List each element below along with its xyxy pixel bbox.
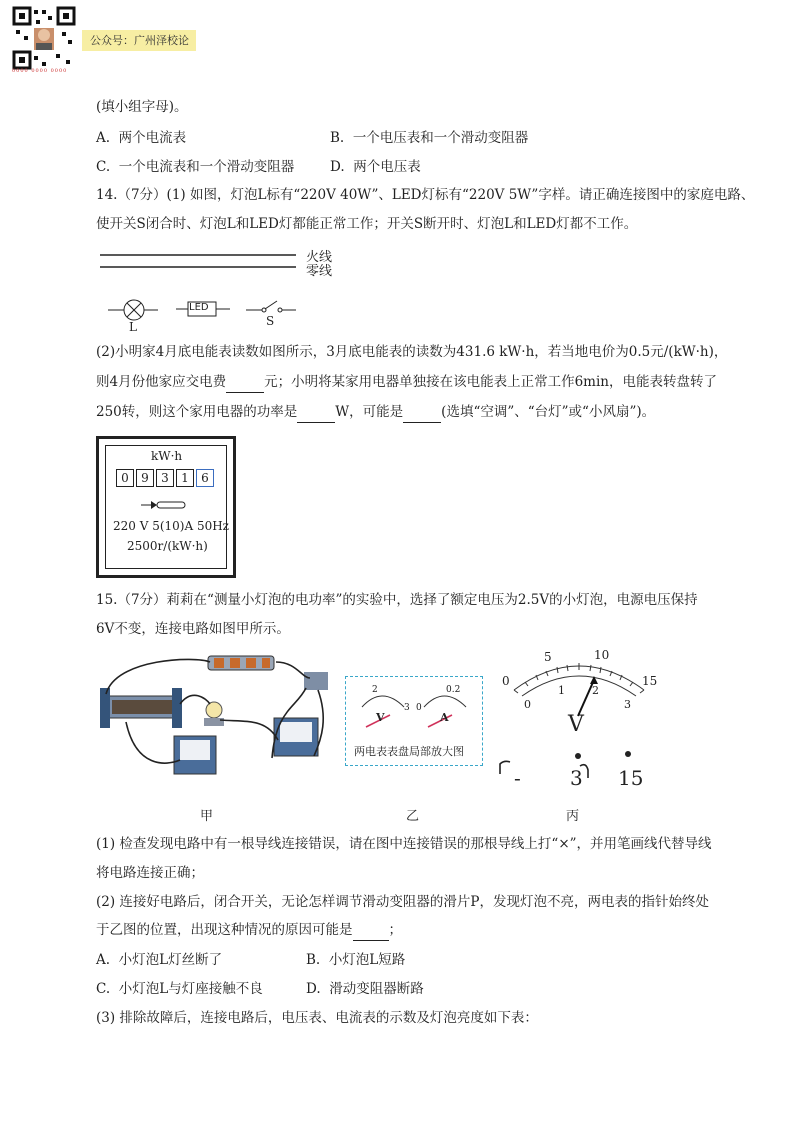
q15-line1: 15.（7分）莉莉在“测量小灯泡的电功率”的实验中，选择了额定电压为2.5V的小灯泡，电源电压保持 [96,592,698,608]
qr-caption: 0000 0000 0000 [12,68,68,74]
q14-p2-line3: 250转，则这个家用电器的功率是 W，可能是 (选填“空调”、“台灯”或“小风扇”)。 [96,402,655,423]
account-badge: 公众号：广州泽校论 [82,30,196,51]
meter-digit: 1 [176,469,194,487]
fig-yi-label: 乙 [406,809,420,824]
bing-bottom-1: 1 [558,684,565,697]
wire-fire-label: 火线 [306,250,333,265]
q15-sub2-line2: 于乙图的位置，出现这种情况的原因可能是 ； [96,920,402,941]
meter-dials-yi [345,676,483,766]
bing-terminal-3: 3 [570,766,583,790]
led-label: LED [189,302,209,313]
bing-unit-label: V [568,712,584,737]
bing-terminal-15: 15 [618,766,644,790]
bing-terminal-minus: - [514,766,521,790]
yi-a-label: A [440,711,449,724]
q15-option-a: A. 小灯泡L灯丝断了 [96,952,223,968]
yi-v-label: V [376,711,385,724]
fig-jia-label: 甲 [200,809,214,824]
meter-digit: 3 [156,469,174,487]
q13-option-d: D. 两个电压表 [330,159,421,175]
household-circuit-figure [96,243,416,333]
meter-arrow-icon [139,499,189,511]
bing-bottom-3: 3 [624,698,631,711]
bing-top-0: 0 [502,674,510,688]
circuit-photo-jia [96,648,340,786]
q13-option-b: B. 一个电压表和一个滑动变阻器 [330,130,529,146]
meter-digit: 0 [116,469,134,487]
bing-top-10: 10 [594,648,610,662]
wire-zero-label: 零线 [306,264,333,279]
q15-option-c: C. 小灯泡L与灯座接触不良 [96,981,263,997]
q14-p1-line2: 使开关S闭合时、灯泡L和LED灯都能正常工作；开关S断开时、灯泡L和LED灯都不工作。 [96,216,638,232]
meter-constant: 2500r/(kW·h) [127,539,208,553]
energy-meter [96,436,236,578]
voltmeter-bing [494,646,664,790]
q15-option-d: D. 滑动变阻器断路 [306,981,424,997]
meter-rating: 220 V 5(10)A 50Hz [113,519,230,533]
meter-unit: kW·h [151,449,183,463]
fig-bing-label: 丙 [566,809,580,824]
lamp-label: L [129,320,137,334]
q15-line2: 6V不变，连接电路如图甲所示。 [96,621,290,637]
bing-bottom-2: 2 [592,684,599,697]
q15-sub2-line1: (2) 连接好电路后，闭合开关，无论怎样调节滑动变阻器的滑片P，发现灯泡不亮，两电表的指针始终处 [96,894,709,910]
yi-caption: 两电表表盘局部放大图 [354,745,464,758]
q15-sub1-line1: (1) 检查发现电路中有一根导线连接错误，请在图中连接错误的那根导线上打“×”，并用笔画线代替导线 [96,836,712,852]
bing-top-15: 15 [642,674,658,688]
q14-p1-line1: 14.（7分）(1) 如图，灯泡L标有“220V 40W”、LED灯标有“220V 5W”字样。请正确连接图中的家庭电路、 [96,187,755,203]
yi-a-tick-0: 0 [416,703,422,713]
q13-option-c: C. 一个电流表和一个滑动变阻器 [96,159,295,175]
bing-top-5: 5 [544,650,552,664]
yi-a-tick-02: 0.2 [446,685,461,695]
meter-digits [116,469,214,487]
yi-v-tick-2: 2 [372,685,378,695]
q15-sub3-line1: (3) 排除故障后，连接电路后，电压表、电流表的示数及灯泡亮度如下表： [96,1010,538,1026]
q15-sub1-line2: 将电路连接正确； [96,865,204,881]
meter-digit-decimal: 6 [196,469,214,487]
switch-label: S [266,314,275,328]
q14-p2-line1: (2)小明家4月底电能表读数如图所示，3月底电能表的读数为431.6 kW·h，若当地电价为0.5元/(kW·h)， [96,344,728,360]
qr-code [12,6,76,70]
q13-option-a: A. 两个电流表 [96,130,187,146]
meter-digit: 9 [136,469,154,487]
bing-bottom-0: 0 [524,698,531,711]
q14-p2-line2: 则4月份他家应交电费 元；小明将某家用电器单独接在该电能表上正常工作6min，电能表转盘转了 [96,372,717,393]
q13-tail: (填小组字母)。 [96,99,188,115]
q15-option-b: B. 小灯泡L短路 [306,952,406,968]
yi-v-tick-3: 3 [404,703,410,713]
